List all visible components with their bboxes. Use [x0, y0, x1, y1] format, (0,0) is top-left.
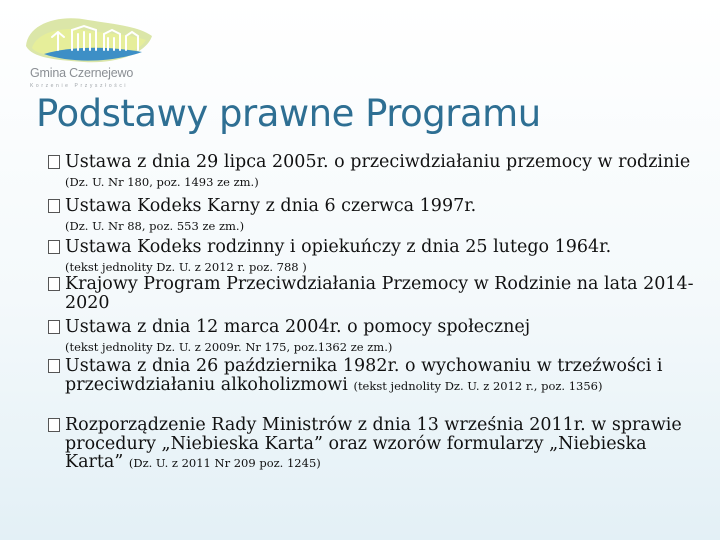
square-bullet-icon — [48, 418, 60, 432]
list-item — [48, 416, 708, 473]
page-title: Podstawy prawne Programu — [36, 92, 541, 135]
list-item-text — [65, 238, 708, 276]
list-item-text — [65, 318, 708, 356]
list-item-main: Ustawa Kodeks rodzinny i opiekuńczy z dnia 25 lutego 1964r. — [65, 237, 612, 257]
list-item — [48, 357, 708, 395]
logo-emblem-icon — [18, 10, 158, 70]
list-item-main: Ustawa z dnia 29 lipca 2005r. o przeciwdziałaniu przemocy w rodzinie — [65, 152, 691, 172]
list-item-text — [65, 357, 708, 395]
list-item — [48, 238, 708, 276]
logo-tagline: Korzenie Przyszłości — [30, 83, 129, 89]
logo — [18, 10, 158, 96]
list-item-main: Ustawa z dnia 26 października 1982r. o wychowaniu w trzeźwości i przeciwdziałaniu alkoholizmowi — [65, 356, 663, 395]
list-item-text — [65, 153, 708, 191]
list-item-main: Ustawa Kodeks Karny z dnia 6 czerwca 1997r. — [65, 196, 477, 216]
list-item — [48, 318, 708, 356]
list-item-text — [65, 275, 708, 312]
list-item — [48, 275, 708, 312]
list-item-main: Rozporządzenie Rady Ministrów z dnia 13 września 2011r. w sprawie procedury „Niebieska Karta” oraz wzorów formularzy „Niebieska Karta” — [65, 415, 682, 472]
square-bullet-icon — [48, 155, 60, 169]
square-bullet-icon — [48, 320, 60, 334]
list-item-reference: (tekst jednolity Dz. U. z 2012 r. poz. 788 ) — [65, 259, 307, 274]
square-bullet-icon — [48, 359, 60, 373]
square-bullet-icon — [48, 199, 60, 213]
list-item-reference: (Dz. U. z 2011 Nr 209 poz. 1245) — [128, 456, 321, 470]
list-item-reference: (Dz. U. Nr 180, poz. 1493 ze zm.) — [65, 174, 259, 189]
list-item-main: Krajowy Program Przeciwdziałania Przemocy w Rodzinie na lata 2014-2020 — [65, 274, 694, 313]
list-item-reference: (tekst jednolity Dz. U. z 2012 r., poz. 1356) — [353, 378, 603, 393]
logo-name: Gmina Czernejewo — [30, 66, 134, 80]
square-bullet-icon — [48, 240, 60, 254]
square-bullet-icon — [48, 277, 60, 291]
list-item-reference: (tekst jednolity Dz. U. z 2009r. Nr 175, poz.1362 ze zm.) — [65, 339, 393, 354]
list-item-reference: (Dz. U. Nr 88, poz. 553 ze zm.) — [65, 218, 245, 233]
list-item-text — [65, 416, 708, 473]
list-item-main: Ustawa z dnia 12 marca 2004r. o pomocy społecznej — [65, 317, 531, 337]
list-item — [48, 153, 708, 191]
list-item — [48, 197, 708, 235]
list-item-text — [65, 197, 708, 235]
